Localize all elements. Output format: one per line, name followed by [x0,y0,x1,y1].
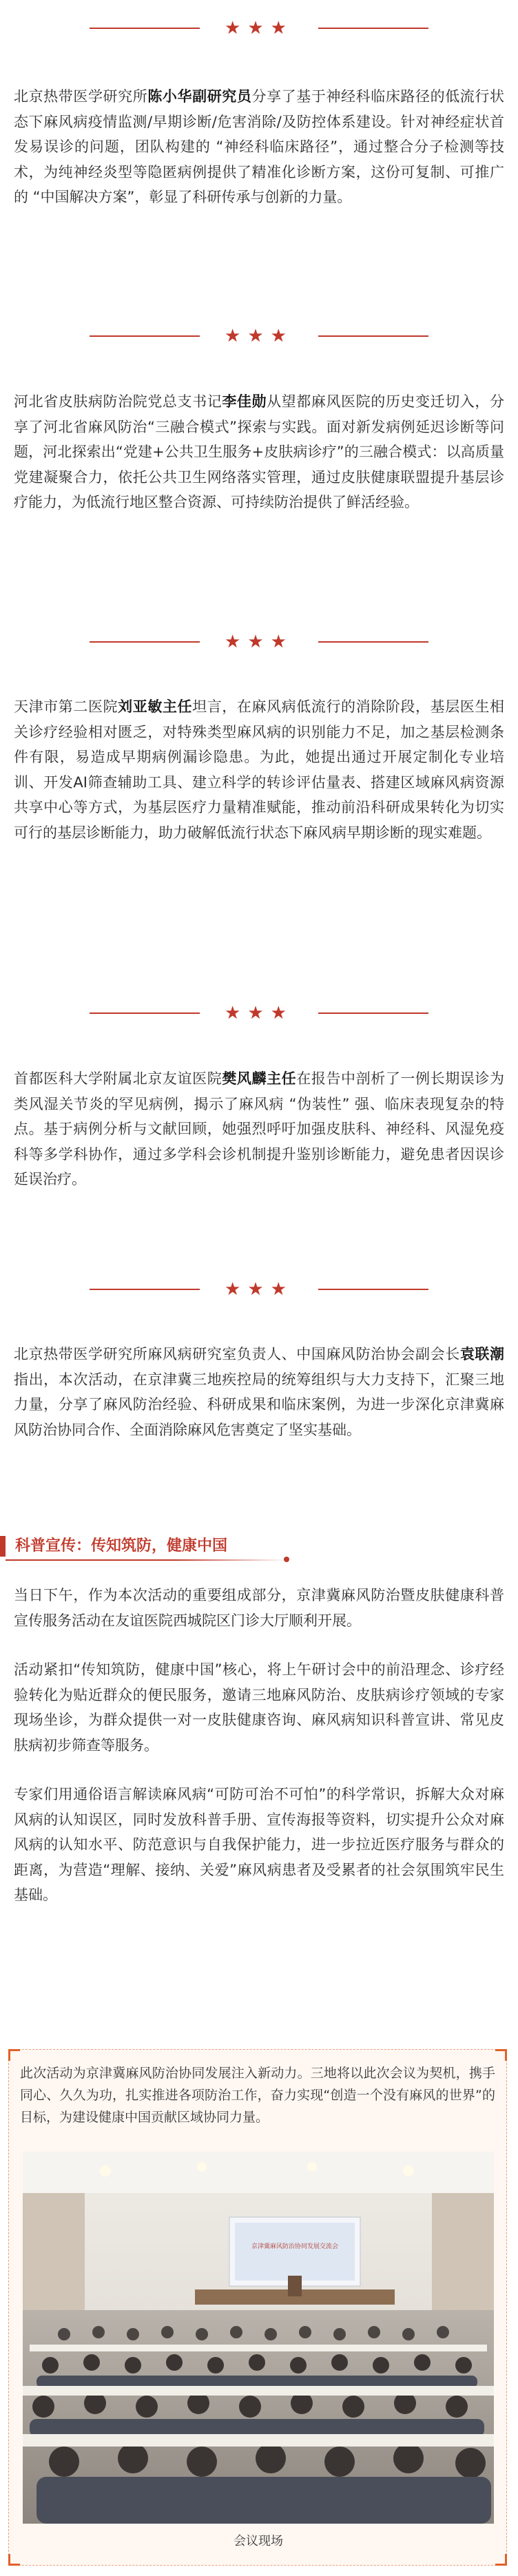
section-title-bar [0,1536,6,1557]
screen-title: 京津冀麻风防治协同发展交流会 [251,2243,339,2250]
closing-text: 此次活动为京津冀麻风防治协同发展注入新动力。三地将以此次会议为契机，携手同心、久久为功，扎实推进各项防治工作，奋力实现“创造一个没有麻风的世界”的目标，为建设健康中国贡献区域协同力量。 [20,2066,495,2125]
closing-box [8,2049,507,2566]
star-icons: ★★★ [225,326,293,346]
para-text: 在报告中剖析了一例长期误诊为类风湿关节炎的罕见病例，揭示了麻风病 “伪装性” 强、临床表现复杂的特点。基于病例分析与文献回顾，她强烈呼吁加强皮肤科、神经科、风湿免疫科等多学科协作，通过多学科会诊机制提升鉴别诊断能力，避免患者因误诊延误治疗。 [14,1070,504,1187]
divider-line-left [90,1012,200,1014]
divider-line-left [90,335,200,337]
para-text: 天津市第二医院 [14,698,118,715]
divider-line-left [90,1289,200,1290]
paragraph-yuan [14,1342,504,1442]
para-text: 北京热带医学研究所 [14,88,148,105]
paragraph-experts: 专家们用通俗语言解读麻风病“可防可治不可怕”的科学常识，拆解大众对麻风病的认知误区，同时发放科普手册、宣传海报等资料，切实提升公众对麻风病的认知水平、防范意识与自我保护能力，进一步拉近医疗服务与群众的距离，为营造“理解、接纳、关爱”麻风病患者及受累者的社会氛围筑牢民生基础。 [14,1786,504,1903]
para-text: 北京热带医学研究所麻风病研究室负责人、中国麻风防治协会副会长 [14,1346,460,1362]
paragraph-chen [14,84,504,210]
speaker-name: 刘亚敏主任 [118,698,193,715]
star-icons: ★★★ [225,1003,293,1024]
divider-line-left [90,641,200,643]
section-title-underline [6,1559,288,1561]
para-text: 指出，本次活动，在京津冀三地疾控局的统筹组织与大力支持下，汇聚三地力量，分享了麻风防治经验、科研成果和临床案例，为进一步深化京津冀麻风防治协同合作、全面消除麻风危害奠定了坚实基础。 [14,1371,504,1438]
divider-line-right [318,1012,428,1014]
para-text: 河北省皮肤病防治院党总支书记 [14,393,222,410]
divider-line-right [318,335,428,337]
box-corner [495,2049,507,2061]
box-corner [495,2554,507,2566]
divider-line-right [318,641,428,643]
section-title-dot [284,1557,289,1562]
speaker-name: 袁联潮 [459,1346,504,1362]
divider-line-right [318,1289,428,1290]
para-text: 首都医科大学附属北京友谊医院 [14,1070,222,1087]
star-icons: ★★★ [225,632,293,652]
photo-caption: 会议现场 [234,2534,283,2548]
star-divider [90,632,428,652]
paragraph-activity: 活动紧扣“传知筑防，健康中国”核心，将上午研讨会中的前沿理念、诊疗经验转化为贴近群众的便民服务，邀请三地麻风防治、皮肤病诊疗领域的专家现场坐诊，为群众提供一对一皮肤健康咨询、麻风病知识科普宣讲、常见皮肤病初步筛查等服务。 [14,1661,504,1754]
speaker-name: 樊风麟主任 [222,1070,297,1087]
star-icons: ★★★ [225,18,293,39]
section-title [0,1530,296,1562]
star-divider [90,19,428,38]
meeting-photo [23,2152,494,2524]
paragraph-li [14,389,504,515]
star-divider [90,1280,428,1299]
para-text: 分享了基于神经科临床路径的低流行状态下麻风病疫情监测/早期诊断/危害消除/及防控体系建设。针对神经症状首发易误诊的问题，团队构建的 “神经科临床路径”，通过整合分子检测等技术，为纯神经炎型等隐匿病例提供了精准化诊断方案，这份可复制、可推广的 “中国解决方案”，彰显了科研传承与创新的力量。 [14,88,504,205]
section-title-text: 科普宣传：传知筑防，健康中国 [15,1537,228,1555]
divider-line-left [90,28,200,29]
star-icons: ★★★ [225,1279,293,1300]
box-corner [8,2049,20,2061]
speaker-name: 李佳勋 [222,393,267,410]
meeting-hall-illustration [23,2152,494,2524]
para-text: 从望都麻风医院的历史变迁切入，分享了河北省麻风防治“三融合模式”探索与实践。面对新发病例延迟诊断等问题，河北探索出“党建+公共卫生服务+皮肤病诊疗”的三融合模式：以高质量党建凝聚合力，依托公共卫生网络落实管理，通过皮肤健康联盟提升基层诊疗能力，为低流行地区整合资源、可持续防治提供了鲜活经验。 [14,393,504,510]
para-text: 坦言，在麻风病低流行的消除阶段，基层医生相关诊疗经验相对匮乏，对特殊类型麻风病的识别能力不足，加之基层检测条件有限，易造成早期病例漏诊隐患。为此，她提出通过开展定制化专业培训、开发AI筛查辅助工具、建立科学的转诊评估量表、搭建区域麻风病资源共享中心等方式，为基层医疗力量精准赋能，推动前沿科研成果转化为切实可行的基层诊断能力，助力破解低流行状态下麻风病早期诊断的现实难题。 [14,698,504,841]
speaker-name: 陈小华副研究员 [147,88,252,105]
star-divider [90,1004,428,1023]
paragraph-fan [14,1066,504,1192]
box-corner [8,2554,20,2566]
star-divider [90,326,428,346]
paragraph-liu [14,694,504,845]
divider-line-right [318,28,428,29]
paragraph-afternoon: 当日下午，作为本次活动的重要组成部分，京津冀麻风防治暨皮肤健康科普宣传服务活动在友谊医院西城院区门诊大厅顺利开展。 [14,1587,504,1629]
